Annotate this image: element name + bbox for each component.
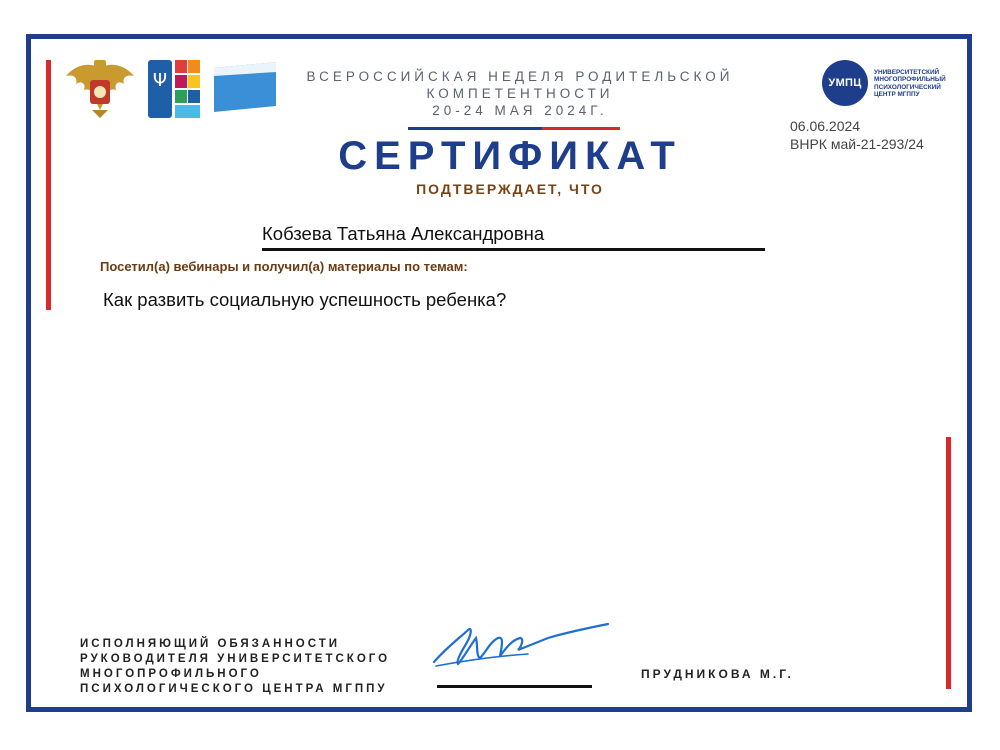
event-heading-line2: КОМПЕТЕНТНОСТИ	[426, 86, 614, 101]
right-red-accent-bar	[946, 437, 951, 689]
umpc-logo-text: УНИВЕРСИТЕТСКИЙ МНОГОПРОФИЛЬНЫЙ ПСИХОЛОГИЧЕСКИЙ ЦЕНТР МГППУ	[874, 69, 946, 99]
signer-role	[80, 637, 410, 697]
issue-info	[790, 117, 924, 153]
recipient-name: Кобзева Татьяна Александровна	[262, 223, 545, 244]
heading-underline-red	[542, 127, 620, 130]
signer-role-line1: ИСПОЛНЯЮЩИЙ ОБЯЗАННОСТИ	[80, 638, 341, 650]
certificate-title: СЕРТИФИКАТ	[338, 134, 682, 178]
left-red-accent-bar	[46, 60, 51, 310]
event-heading-line1: ВСЕРОССИЙСКАЯ НЕДЕЛЯ РОДИТЕЛЬСКОЙ	[306, 69, 734, 84]
eagle-emblem-icon	[62, 58, 138, 120]
svg-text:Ψ: Ψ	[152, 70, 168, 91]
national-projects-shape-icon	[210, 60, 280, 114]
heading-underline-blue	[408, 127, 542, 130]
national-projects-logo	[210, 60, 280, 114]
signer-role-line3: МНОГОПРОФИЛЬНОГО	[80, 668, 262, 680]
event-heading	[280, 68, 760, 119]
issue-date: 06.06.2024	[790, 118, 861, 134]
psi-colored-squares-icon	[148, 60, 200, 118]
signature-line	[437, 685, 592, 688]
signer-role-line4: ПСИХОЛОГИЧЕСКОГО ЦЕНТРА МГППУ	[80, 683, 388, 695]
confirms-text: ПОДТВЕРЖДАЕТ, ЧТО	[416, 181, 604, 197]
visited-label: Посетил(а) вебинары и получил(а) материалы по темам:	[100, 259, 468, 274]
name-underline	[262, 248, 765, 251]
handwritten-signature-icon	[428, 616, 612, 674]
webinar-topic: Как развить социальную успешность ребенка?	[103, 289, 507, 310]
signer-role-line2: РУКОВОДИТЕЛЯ УНИВЕРСИТЕТСКОГО	[80, 653, 391, 665]
signer-name: ПРУДНИКОВА М.Г.	[641, 667, 794, 681]
umpc-logo-circle: УМПЦ	[822, 60, 868, 106]
event-heading-line3: 20-24 МАЯ 2024Г.	[432, 103, 608, 118]
registration-number: ВНРК май-21-293/24	[790, 136, 924, 152]
